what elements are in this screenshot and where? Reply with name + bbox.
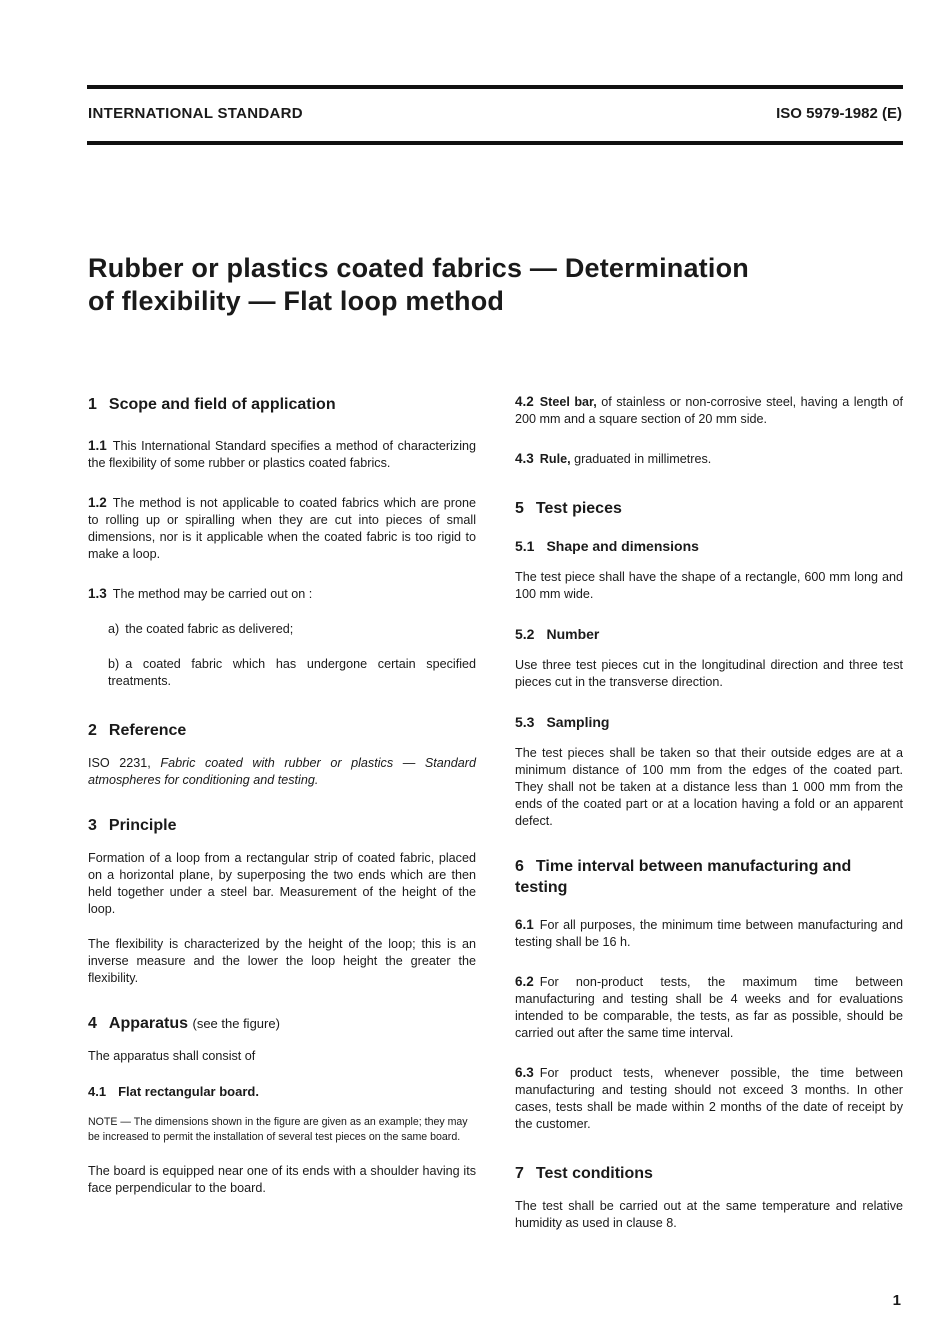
- apparatus-intro: The apparatus shall consist of: [88, 1049, 256, 1063]
- board-text: The board is equipped near one of its ends with a shoulder having its face perpendicular to the board.: [88, 1164, 476, 1195]
- title-line-1: Rubber or plastics coated fabrics — Determination: [88, 253, 749, 283]
- list-item-b: b) a coated fabric which has undergone certain specified treatments.: [108, 657, 476, 688]
- clause-6-3: 6.3 For product tests, whenever possible, the time between manufacturing and testing should not exceed 3 months. In other cases, tests shall be made within 2 months of the date of receipt by the customer.: [515, 1065, 903, 1131]
- clause-4-2: 4.2 Steel bar, of stainless or non-corrosive steel, having a length of 200 mm and a square section of 20 mm side.: [515, 394, 903, 426]
- list-item-a: a) the coated fabric as delivered;: [108, 622, 294, 636]
- clause-1-3: 1.3 The method may be carried out on :: [88, 586, 313, 601]
- title-line-2: of flexibility — Flat loop method: [88, 286, 505, 316]
- section-2-heading: 2 Reference: [88, 722, 187, 739]
- header-rule-bottom: [87, 141, 903, 145]
- standard-number: ISO 5979-1982 (E): [776, 105, 902, 122]
- clause-5-2-heading: 5.2 Number: [515, 626, 600, 642]
- section-4-heading: 4 Apparatus (see the figure): [88, 1015, 280, 1032]
- clause-4-3: 4.3 Rule, graduated in millimetres.: [515, 451, 712, 466]
- principle-paragraph-2: The flexibility is characterized by the height of the loop; this is an inverse measure and the lower the loop height the greater the flexibility.: [88, 937, 476, 985]
- section-3-heading: 3 Principle: [88, 817, 177, 834]
- clause-5-3-heading: 5.3 Sampling: [515, 714, 610, 730]
- left-column: [88, 394, 476, 1197]
- clause-4-1: 4.1 Flat rectangular board.: [88, 1084, 259, 1099]
- conditions-text: The test shall be carried out at the same temperature and relative humidity as used in clause 8.: [515, 1199, 903, 1230]
- document-type: INTERNATIONAL STANDARD: [88, 105, 303, 122]
- section-1-heading: 1 Scope and field of application: [88, 396, 336, 413]
- sampling-text: The test pieces shall be taken so that their outside edges are at a minimum distance of 100 mm from the edges of the coated part. They shall not be taken at a distance less than 1 000 mm from the ends of the coated part or at a location having a fold or an apparent defect.: [515, 746, 903, 828]
- page-number: 1: [892, 1292, 901, 1309]
- principle-paragraph-1: Formation of a loop from a rectangular strip of coated fabric, placed on a horizontal plane, by superposing the two ends which are then held together under a steel bar. Measurement of the height of the loop.: [88, 851, 476, 916]
- section-5-heading: 5 Test pieces: [515, 500, 622, 517]
- header-rule-top: [87, 85, 903, 89]
- reference-text: ISO 2231, Fabric coated with rubber or plastics — Standard atmospheres for conditioning and testing.: [88, 756, 476, 787]
- section-7-heading: 7 Test conditions: [515, 1165, 653, 1182]
- shape-text: The test piece shall have the shape of a rectangle, 600 mm long and 100 mm wide.: [515, 570, 903, 601]
- page-title: [88, 252, 888, 318]
- clause-6-1: 6.1 For all purposes, the minimum time between manufacturing and testing shall be 16 h.: [515, 917, 903, 949]
- number-text: Use three test pieces cut in the longitudinal direction and three test pieces cut in the transverse direction.: [515, 658, 903, 689]
- clause-6-2: 6.2 For non-product tests, the maximum time between manufacturing and testing shall be 4 weeks and for evaluations intended to be comparable, the tests, as far as possible, should be carried out after the same time interval.: [515, 974, 903, 1040]
- clause-1-1: 1.1 This International Standard specifies a method of characterizing the flexibility of some rubber or plastics coated fabrics.: [88, 438, 476, 470]
- clause-1-2: 1.2 The method is not applicable to coated fabrics which are prone to rolling up or spiralling when they are cut into pieces of small dimensions, nor is it applicable when the coated fabric is too rigid to make a loop.: [88, 495, 476, 561]
- apparatus-note: NOTE — The dimensions shown in the figure are given as an example; they may be increased to permit the installation of several test pieces on the same board.: [88, 1116, 468, 1143]
- clause-5-1-heading: 5.1 Shape and dimensions: [515, 538, 699, 554]
- right-column: [515, 393, 903, 1232]
- section-6-heading: 6 Time interval between manufacturing and testing: [515, 858, 852, 896]
